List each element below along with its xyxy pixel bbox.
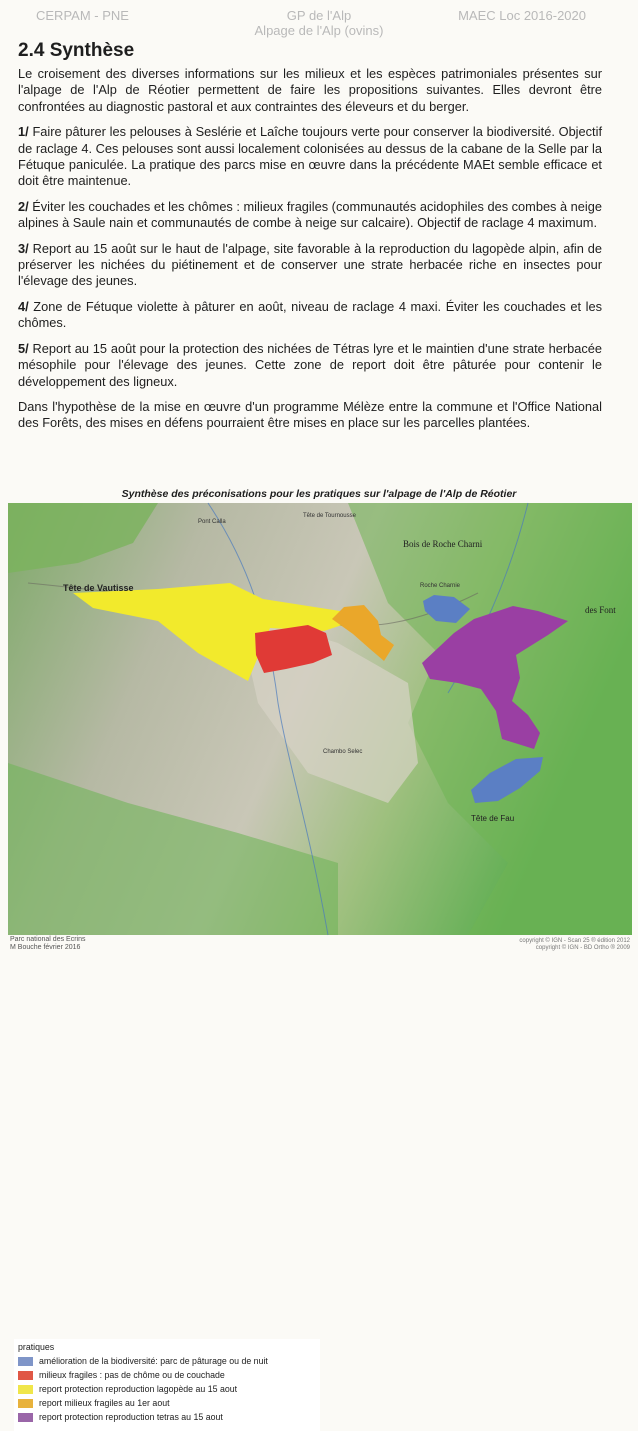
footer-right-line2: copyright © IGN - BD Ortho ® 2009 [535,945,630,951]
header-center-line1: GP de l'Alp [286,8,352,23]
item-text: Éviter les couchades et les chômes : milieux fragiles (communautés acidophiles des combes à neige alpines à Saule nain et communautés de combe à neige sur calcaire). Objectif de raclage 4 maximum. [18,198,602,231]
legend-swatch [18,1357,33,1366]
item-number: 2/ [18,198,29,214]
map-label-pont-calla: Pont Calla [198,519,226,525]
closing-paragraph: Dans l'hypothèse de la mise en œuvre d'un programme Mélèze entre la commune et l'Office National des Forêts, des mises en défens pourraient être mises en place sur les parcelles plantées. [18,398,602,431]
item-text: Report au 15 août sur le haut de l'alpage, site favorable à la reproduction du lagopède alpin, afin de préserver les nichées du piétinement et de conserver une strate herbacée riche en insectes pour l'élevage des jeunes. [18,240,603,289]
map-label-roche-charnie: Roche Charnie [420,583,461,589]
item-2 [18,199,602,232]
item-number: 5/ [18,340,29,356]
map-label-bois-roche: Bois de Roche Charni [403,539,483,549]
footer-left-line1: Parc national des Ecrins [10,936,86,943]
legend-label: report protection reproduction tetras au 15 aout [39,1412,223,1422]
map-label-tete-tournousse: Tête de Tournousse [303,513,356,519]
header-left: CERPAM - PNE [36,8,129,23]
legend-label: report protection reproduction lagopède au 15 aout [39,1384,238,1394]
item-number: 4/ [18,298,29,314]
item-1 [18,124,602,190]
legend-item [18,1355,268,1367]
footer-right [519,938,630,952]
item-text: Report au 15 août pour la protection des nichées de Tétras lyre et le maintien d'une strate herbacée mésophile pour l'élevage des jeunes. Cette zone de report doit être pâturée pour contenir le développement des ligneux. [18,340,602,389]
legend-swatch [18,1371,33,1380]
map-label-des-font: des Font [585,605,616,615]
legend-swatch [18,1385,33,1394]
section-title: 2.4 Synthèse [18,40,135,61]
footer-left [10,936,85,952]
item-number: 1/ [18,124,29,140]
legend-item [18,1383,237,1395]
item-text: Faire pâturer les pelouses à Seslérie et Laîche toujours verte pour conserver la biodiversité. Objectif de raclage 4. Ces pelouses sont aussi localement colonisées au dessus de la cabane de la Selle par la Fétuque paniculée. La pratique des parcs mise en œuvre dans la précédente MAEt semble efficace et doit être maintenue. [18,124,602,189]
legend-swatch [18,1399,33,1408]
legend-title: pratiques [18,1342,55,1352]
body-text [18,66,602,441]
map-svg [8,503,632,935]
footer-left-line2: M Bouche février 2016 [10,944,81,951]
item-4 [18,299,602,332]
legend-label: report milieux fragiles au 1er aout [39,1398,170,1408]
legend-item [18,1411,223,1423]
legend-item [18,1397,170,1409]
legend-label: milieux fragiles : pas de chôme ou de couchade [39,1370,225,1380]
legend-swatch [18,1413,33,1422]
legend-label: amélioration de la biodiversité: parc de pâturage ou de nuit [39,1356,268,1366]
map-caption: Synthèse des préconisations pour les pratiques sur l'alpage de l'Alp de Réotier [121,488,517,500]
item-3 [18,241,602,290]
footer-right-line1: copyright © IGN - Scan 25 ® édition 2012 [519,938,630,944]
item-number: 3/ [18,240,29,256]
item-5 [18,341,602,390]
map-legend [14,1339,320,1431]
header-center-line2: Alpage de l'Alp (ovins) [254,23,384,38]
legend-item [18,1369,225,1381]
map-label-tete-vautisse: Tête de Vautisse [63,583,134,593]
header-right: MAEC Loc 2016-2020 [458,8,586,23]
map-label-tete-fau: Tête de Fau [471,814,515,823]
intro-paragraph: Le croisement des diverses informations sur les milieux et les espèces patrimoniales présentes sur l'alpage de l'Alp de Réotier permettent de faire les propositions suivantes. Elles devront être confrontées au diagnostic pastoral et aux contraintes des éleveurs et du berger. [18,66,602,114]
item-text: Zone de Fétuque violette à pâturer en août, niveau de raclage 4 maxi. Éviter les couchades et les chômes. [18,298,603,331]
map-label-chambo: Chambo Selec [323,749,363,755]
